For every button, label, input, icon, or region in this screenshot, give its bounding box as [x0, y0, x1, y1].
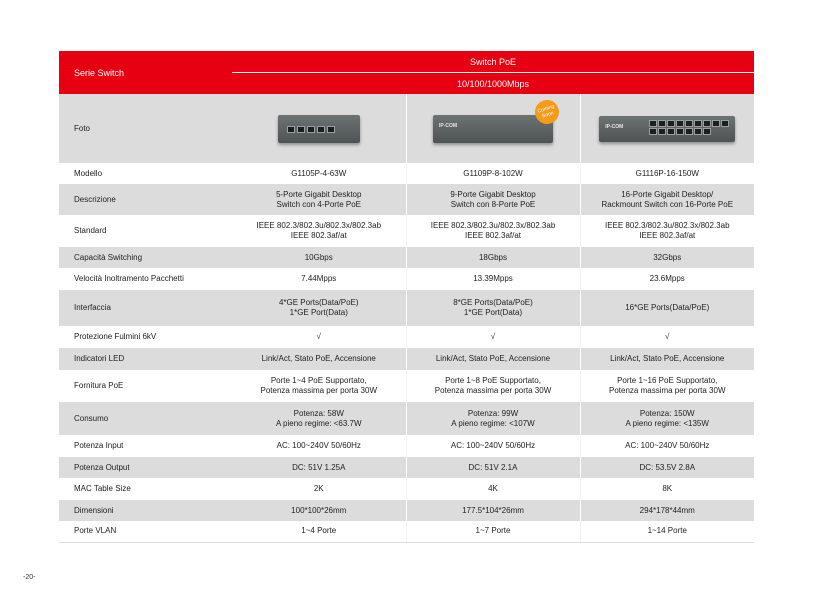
row-label: Velocità Inoltramento Pacchetti: [59, 268, 232, 290]
spec-value-line: 4*GE Ports(Data/PoE): [278, 298, 359, 307]
spec-value: Link/Act, Stato PoE, Accensione: [580, 348, 754, 370]
spec-value: 4K: [406, 478, 580, 500]
spec-value-line: IEEE 802.3/802.3u/802.3x/802.3ab: [256, 221, 382, 230]
spec-value: [580, 184, 754, 215]
series-header: Serie Switch: [59, 51, 232, 94]
spec-value: 7.44Mpps: [232, 268, 406, 290]
spec-value: AC: 100~240V 50/60Hz: [232, 435, 406, 457]
spec-row: [59, 435, 754, 457]
spec-value-line: Potenza: 58W: [293, 408, 344, 418]
brand-logo: IP-COM: [605, 123, 624, 130]
brand-logo: IP-COM: [439, 122, 458, 129]
spec-value-line: A pieno regime: <63.7W: [275, 418, 362, 428]
spec-value-line: IEEE 802.3af/at: [639, 231, 696, 240]
spec-value: AC: 100~240V 50/60Hz: [406, 435, 580, 457]
spec-value: [406, 184, 580, 215]
spec-value: G1109P-8-102W: [406, 163, 580, 184]
spec-value-line: Rackmount Switch con 16-Porte PoE: [601, 199, 734, 209]
page-number: -20-: [23, 574, 36, 581]
spec-value: Link/Act, Stato PoE, Accensione: [406, 348, 580, 370]
spec-value-line: Porte 1~4 PoE Supportato,: [270, 376, 367, 385]
row-label: Interfaccia: [59, 290, 232, 326]
spec-row: [59, 402, 754, 435]
spec-value: 1~4 Porte: [232, 521, 406, 542]
row-label: MAC Table Size: [59, 478, 232, 500]
row-label: Potenza Input: [59, 435, 232, 457]
spec-value-line: 16*GE Ports(Data/PoE): [625, 303, 710, 312]
spec-value: [232, 215, 406, 247]
spec-value-line: Switch con 8-Porte PoE: [450, 199, 536, 209]
spec-value: 10Gbps: [232, 247, 406, 268]
spec-value-line: 9-Porte Gigabit Desktop: [450, 189, 536, 199]
spec-value: 177.5*104*26mm: [406, 500, 580, 521]
speed-header: 10/100/1000Mbps: [232, 73, 754, 95]
spec-value-line: IEEE 802.3af/at: [290, 231, 347, 240]
spec-row: [59, 348, 754, 370]
spec-value: [580, 402, 754, 435]
spec-row: [59, 326, 754, 348]
spec-value: 1~14 Porte: [580, 521, 754, 542]
spec-value: [580, 215, 754, 247]
spec-value: [406, 402, 580, 435]
spec-value: [232, 184, 406, 215]
switch-5-port-icon: [278, 115, 360, 143]
switch-16-port-icon: [599, 116, 735, 142]
spec-value: [580, 290, 754, 326]
spec-value: [406, 215, 580, 247]
spec-value-line: IEEE 802.3/802.3u/802.3x/802.3ab: [430, 221, 556, 230]
spec-row: [59, 370, 754, 402]
spec-value-line: 1*GE Port(Data): [289, 308, 348, 317]
photo-cell: [232, 94, 406, 163]
spec-value: 294*178*44mm: [580, 500, 754, 521]
row-label: Consumo: [59, 402, 232, 435]
row-label: Modello: [59, 163, 232, 184]
spec-row: [59, 247, 754, 268]
spec-row: [59, 163, 754, 184]
spec-value: 18Gbps: [406, 247, 580, 268]
row-label: Standard: [59, 215, 232, 247]
photo-cell: [406, 94, 580, 163]
spec-value: √: [406, 326, 580, 348]
row-label: Indicatori LED: [59, 348, 232, 370]
row-label: Porte VLAN: [59, 521, 232, 542]
spec-row: [59, 457, 754, 478]
spec-value-line: Potenza: 150W: [639, 408, 695, 418]
spec-value: 100*100*26mm: [232, 500, 406, 521]
category-header: Switch PoE: [232, 51, 754, 73]
spec-row: [59, 268, 754, 290]
spec-value: [406, 370, 580, 402]
spec-value: Link/Act, Stato PoE, Accensione: [232, 348, 406, 370]
spec-row: [59, 500, 754, 521]
spec-value: [232, 290, 406, 326]
spec-value: √: [232, 326, 406, 348]
switch-9-port-icon: [433, 115, 553, 143]
spec-value-line: Potenza massima per porta 30W: [434, 386, 552, 395]
spec-row: [59, 478, 754, 500]
spec-table: [59, 51, 754, 543]
spec-value-line: 1*GE Port(Data): [463, 308, 523, 317]
spec-value-line: 8*GE Ports(Data/PoE): [453, 298, 533, 307]
spec-row: [59, 521, 754, 542]
spec-value-line: 16-Porte Gigabit Desktop/: [621, 189, 714, 199]
coming-soon-badge: Coming Soon: [531, 97, 561, 127]
spec-value: 23.6Mpps: [580, 268, 754, 290]
spec-value: [580, 370, 754, 402]
spec-value-line: Porte 1~16 PoE Supportato,: [617, 376, 718, 385]
spec-row: [59, 184, 754, 215]
photo-cell: [580, 94, 754, 163]
spec-value: G1105P-4-63W: [232, 163, 406, 184]
row-label: Protezione Fulmini 6kV: [59, 326, 232, 348]
spec-value: [232, 370, 406, 402]
spec-row: [59, 290, 754, 326]
spec-value-line: Porte 1~8 PoE Supportato,: [445, 376, 541, 385]
spec-value: 32Gbps: [580, 247, 754, 268]
row-label: Capacità Switching: [59, 247, 232, 268]
spec-value: 1~7 Porte: [406, 521, 580, 542]
spec-value-line: Potenza massima per porta 30W: [260, 386, 377, 395]
spec-value-line: Potenza massima per porta 30W: [609, 386, 726, 395]
row-label: Foto: [59, 94, 232, 163]
spec-value-line: IEEE 802.3af/at: [464, 231, 522, 240]
spec-value-line: A pieno regime: <135W: [625, 418, 709, 428]
spec-value: [232, 402, 406, 435]
spec-value: DC: 53.5V 2.8A: [580, 457, 754, 478]
spec-value: 13.39Mpps: [406, 268, 580, 290]
spec-value: 8K: [580, 478, 754, 500]
row-label: Fornitura PoE: [59, 370, 232, 402]
row-label: Descrizione: [59, 184, 232, 215]
spec-value: G1116P-16-150W: [580, 163, 754, 184]
spec-value-line: A pieno regime: <107W: [451, 418, 535, 428]
photo-row: [59, 94, 754, 163]
spec-value-line: 5-Porte Gigabit Desktop: [276, 189, 362, 199]
row-label: Potenza Output: [59, 457, 232, 478]
spec-row: [59, 215, 754, 247]
spec-value: √: [580, 326, 754, 348]
spec-value-line: IEEE 802.3/802.3u/802.3x/802.3ab: [604, 221, 730, 230]
spec-value: 2K: [232, 478, 406, 500]
spec-value: [406, 290, 580, 326]
spec-value: DC: 51V 1.25A: [232, 457, 406, 478]
spec-value: AC: 100~240V 50/60Hz: [580, 435, 754, 457]
spec-value-line: Potenza: 99W: [467, 408, 519, 418]
spec-value: DC: 51V 2.1A: [406, 457, 580, 478]
row-label: Dimensioni: [59, 500, 232, 521]
spec-value-line: Switch con 4-Porte PoE: [276, 199, 361, 209]
